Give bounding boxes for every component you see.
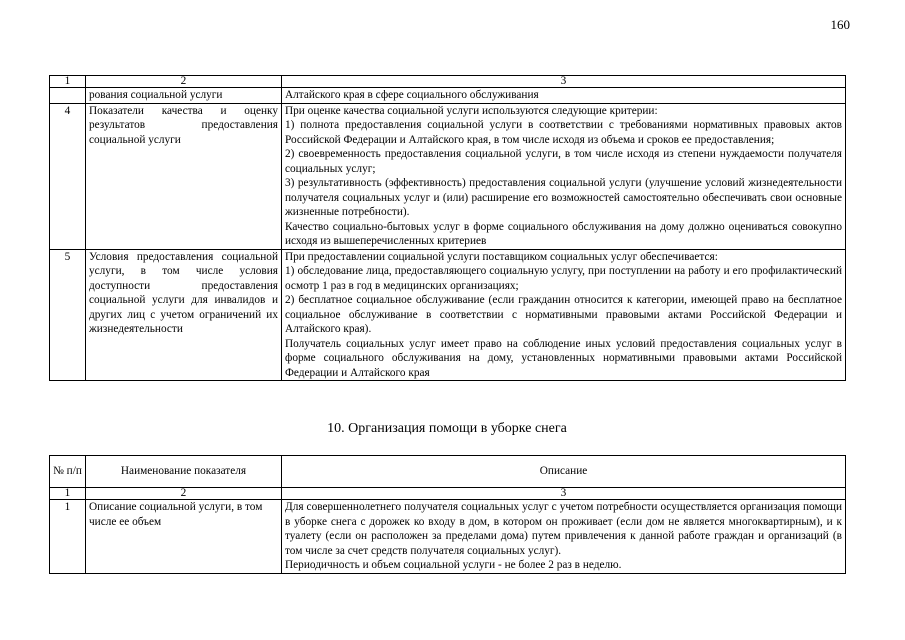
table-row bbox=[50, 88, 846, 104]
indicator-description bbox=[282, 103, 846, 249]
description-paragraph: 2) своевременность предоставления социальной услуги, в том числе исходя из степени нуждаемости получателя социальных услуг; bbox=[285, 148, 842, 175]
services-table-continued bbox=[49, 75, 846, 381]
description-paragraph: Периодичность и объем социальной услуги - не более 2 раз в неделю. bbox=[285, 559, 622, 571]
description-paragraph: Для совершеннолетнего получателя социальных услуг с учетом потребности осуществляется организация помощи в уборке снега с дорожек ко входу в дом, в котором он проживает (если дом не является многоквартирным), и к туалету (если он расположен за пределами дома) путем привлечения к данной работе граждан и организаций (в том числе за счет средств получателя социальных услуг). bbox=[285, 501, 842, 557]
indicator-name: Описание социальной услуги, в том числе ее объем bbox=[86, 500, 282, 574]
indicator-name: Условия предоставления социальной услуги, в том числе условия доступности предоставления социальной услуги для инвалидов и других лиц с учетом ограничений их жизнедеятельности bbox=[86, 249, 282, 381]
description-paragraph: 1) полнота предоставления социальной услуги в соответствии с требованиями нормативных правовых актов Российской Федерации и Алтайского края, в том числе исходя из объема и сроков ее предоставления; bbox=[285, 119, 842, 146]
table-row bbox=[50, 249, 846, 381]
header-index: № п/п bbox=[50, 456, 86, 488]
column-number-row bbox=[50, 76, 846, 88]
column-number: 2 bbox=[86, 488, 282, 500]
description-paragraph: При оценке качества социальной услуги используются следующие критерии: bbox=[285, 104, 658, 117]
row-index bbox=[50, 88, 86, 104]
page-number: 160 bbox=[830, 17, 850, 32]
column-number: 1 bbox=[50, 488, 86, 500]
column-number: 3 bbox=[282, 76, 846, 88]
table-header-row bbox=[50, 456, 846, 488]
description-paragraph: 3) результативность (эффективность) предоставления социальной услуги (улучшение условий жизнедеятельности получателя социальных услуг и (или) расширение его возможностей самостоятельно обеспечивать свои основные жизненные потребности). bbox=[285, 177, 842, 218]
indicator-name: Показатели качества и оценку результатов предоставления социальной услуги bbox=[86, 103, 282, 249]
description-paragraph: 2) бесплатное социальное обслуживание (если гражданин относится к категории, имеющей право на бесплатное социальное обслуживание в соответствии с нормативными правовыми актами Российской Федерации и Алтайского края). bbox=[285, 294, 842, 335]
row-index: 5 bbox=[50, 249, 86, 381]
column-number: 2 bbox=[86, 76, 282, 88]
row-index: 4 bbox=[50, 103, 86, 249]
description-paragraph: 1) обследование лица, предоставляющего социальную услугу, при поступлении на работу и его профилактический осмотр 1 раз в год в медицинских организациях; bbox=[285, 265, 842, 292]
indicator-description: Алтайского края в сфере социального обслуживания bbox=[282, 88, 846, 104]
section-heading: 10. Организация помощи в уборке снега bbox=[327, 421, 567, 436]
indicator-description bbox=[282, 500, 846, 574]
header-description: Описание bbox=[282, 456, 846, 488]
indicator-description bbox=[282, 249, 846, 381]
row-index: 1 bbox=[50, 500, 86, 574]
column-number: 1 bbox=[50, 76, 86, 88]
column-number-row bbox=[50, 488, 846, 500]
description-paragraph: При предоставлении социальной услуги поставщиком социальных услуг обеспечивается: bbox=[285, 250, 718, 263]
indicator-name: рования социальной услуги bbox=[86, 88, 282, 104]
table-row bbox=[50, 103, 846, 249]
description-paragraph: Получатель социальных услуг имеет право на соблюдение иных условий предоставления социальных услуг в форме социального обслуживания на дому, установленных нормативными правовыми актами Российской Федерации и Алтайского края bbox=[285, 337, 842, 379]
table-row bbox=[50, 500, 846, 574]
header-name: Наименование показателя bbox=[86, 456, 282, 488]
description-paragraph: Качество социально-бытовых услуг в форме социального обслуживания на дому должно оцениваться совокупно исходя из вышеперечисленных критериев bbox=[285, 220, 842, 247]
snow-removal-table bbox=[49, 455, 846, 574]
column-number: 3 bbox=[282, 488, 846, 500]
